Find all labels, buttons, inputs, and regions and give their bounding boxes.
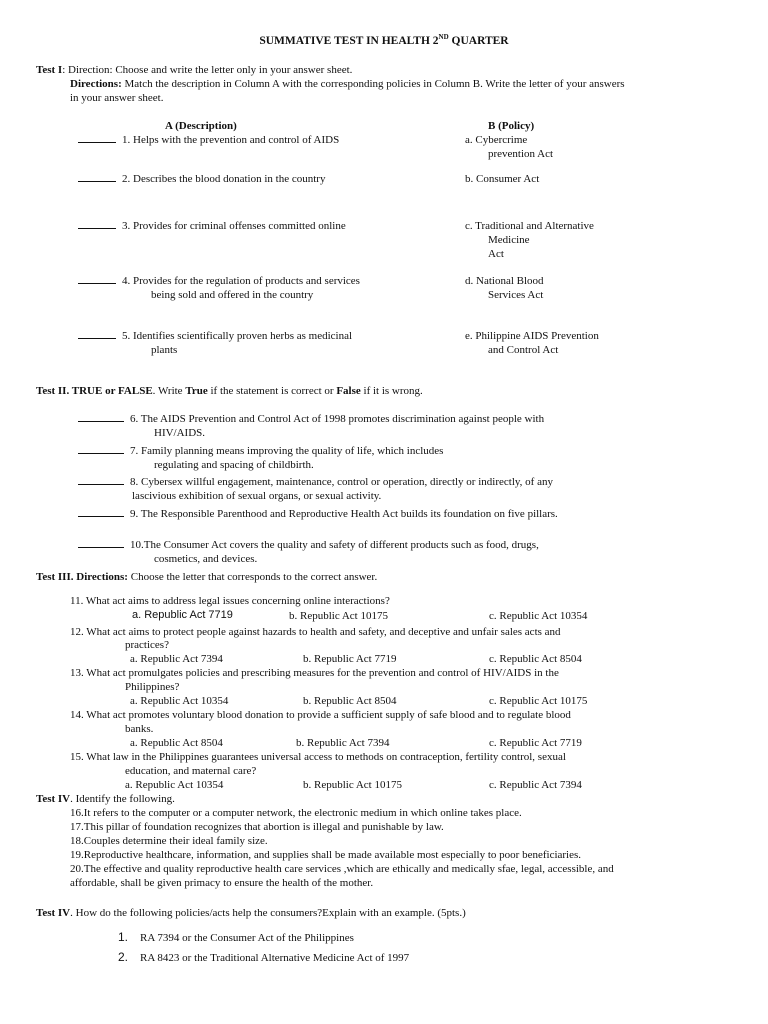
identify-item-17: 17.This pillar of foundation recognizes that abortion is illegal and punishable by law. [70, 821, 444, 833]
match-item-3: 3. Provides for criminal offenses committed online [78, 219, 346, 233]
test3-heading: Test III. Directions: Choose the letter that corresponds to the correct answer. [36, 571, 378, 583]
policy-d-line2: Services Act [488, 289, 544, 301]
mc-11-option-b[interactable]: b. Republic Act 10175 [289, 610, 388, 622]
policy-a: a. Cybercrime [465, 134, 528, 146]
answer-blank[interactable] [78, 444, 124, 454]
mc-question-12: 12. What act aims to protect people against hazards to health and safety, and deceptive and unfair sales acts and [70, 626, 561, 638]
tf-item-8-line2: lascivious exhibition of sexual organs, or sexual activity. [132, 490, 382, 502]
mc-question-13-line2: Philippines? [125, 681, 180, 693]
match-item-5: 5. Identifies scientifically proven herbs as medicinal [78, 329, 352, 343]
policy-c-line3: Act [488, 248, 504, 260]
mc-question-11: 11. What act aims to address legal issues concerning online interactions? [70, 595, 390, 607]
mc-12-option-a[interactable]: a. Republic Act 7394 [130, 653, 223, 665]
test1-directions: Directions: Match the description in Column A with the corresponding policies in Column B. Write the letter of your answers [70, 78, 625, 90]
answer-blank[interactable] [78, 219, 116, 229]
mc-12-option-c[interactable]: c. Republic Act 8504 [489, 653, 582, 665]
identify-item-19: 19.Reproductive healthcare, information, and supplies shall be made available most especially to poor beneficiaries. [70, 849, 582, 861]
match-item-2: 2. Describes the blood donation in the country [78, 172, 325, 186]
answer-blank[interactable] [78, 475, 124, 485]
test2-heading: Test II. TRUE or FALSE. Write True if the statement is correct or False if it is wrong. [36, 385, 423, 397]
tf-item-6-line2: HIV/AIDS. [154, 427, 206, 439]
test4-heading: Test IV. Identify the following. [36, 793, 175, 805]
mc-question-15: 15. What law in the Philippines guarantees universal access to methods on contraception, fertility control, sexual [70, 751, 566, 763]
essay-item-2-number: 2. [118, 950, 129, 964]
policy-c-line2: Medicine [488, 234, 530, 246]
answer-blank[interactable] [78, 412, 124, 422]
mc-15-option-c[interactable]: c. Republic Act 7394 [489, 779, 582, 791]
column-b-header: B (Policy) [488, 120, 535, 132]
answer-blank[interactable] [78, 133, 116, 143]
tf-item-10-line2: cosmetics, and devices. [154, 553, 258, 565]
mc-11-option-a[interactable]: a. Republic Act 7719 [132, 609, 233, 621]
mc-14-option-b[interactable]: b. Republic Act 7394 [296, 737, 390, 749]
match-item-4: 4. Provides for the regulation of products and services [78, 274, 360, 288]
identify-item-20: 20.The effective and quality reproductive health care services ,which are ethically and medically sfae, legal, accessible, and [70, 863, 614, 875]
mc-14-option-c[interactable]: c. Republic Act 7719 [489, 737, 582, 749]
identify-item-18: 18.Couples determine their ideal family size. [70, 835, 268, 847]
test5-heading: Test IV. How do the following policies/acts help the consumers?Explain with an example. (5pts.) [36, 907, 466, 919]
policy-a-line2: prevention Act [488, 148, 554, 160]
essay-item-1: RA 7394 or the Consumer Act of the Philippines [140, 932, 354, 944]
mc-13-option-a[interactable]: a. Republic Act 10354 [130, 695, 229, 707]
mc-13-option-c[interactable]: c. Republic Act 10175 [489, 695, 588, 707]
tf-item-7: 7. Family planning means improving the quality of life, which includes [78, 444, 443, 458]
essay-item-1-number: 1. [118, 930, 129, 944]
tf-item-6: 6. The AIDS Prevention and Control Act of 1998 promotes discrimination against people with [78, 412, 544, 426]
answer-blank[interactable] [78, 274, 116, 284]
answer-blank[interactable] [78, 538, 124, 548]
essay-item-2: RA 8423 or the Traditional Alternative Medicine Act of 1997 [140, 952, 410, 964]
tf-item-8: 8. Cybersex willful engagement, maintenance, control or operation, directly or indirectly, of any [78, 475, 553, 489]
page-title: SUMMATIVE TEST IN HEALTH 2ND QUARTER [259, 33, 509, 47]
answer-blank[interactable] [78, 329, 116, 339]
identify-item-20-line2: affordable, shall be given primacy to ensure the health of the mother. [70, 877, 374, 889]
match-item-1: 1. Helps with the prevention and control of AIDS [78, 133, 339, 147]
policy-e: e. Philippine AIDS Prevention [465, 330, 599, 342]
column-a-header: A (Description) [165, 120, 237, 132]
policy-b: b. Consumer Act [465, 173, 540, 185]
policy-c: c. Traditional and Alternative [465, 220, 594, 232]
match-item-5-line2: plants [151, 344, 178, 356]
tf-item-7-line2: regulating and spacing of childbirth. [154, 459, 314, 471]
mc-14-option-a[interactable]: a. Republic Act 8504 [130, 737, 223, 749]
mc-12-option-b[interactable]: b. Republic Act 7719 [303, 653, 397, 665]
match-item-4-line2: being sold and offered in the country [151, 289, 314, 301]
answer-blank[interactable] [78, 507, 124, 517]
mc-15-option-b[interactable]: b. Republic Act 10175 [303, 779, 402, 791]
policy-d: d. National Blood [465, 275, 544, 287]
mc-question-14: 14. What act promotes voluntary blood donation to provide a sufficient supply of safe blood and to regulate blood [70, 709, 571, 721]
identify-item-16: 16.It refers to the computer or a computer network, the electronic medium in which online takes place. [70, 807, 522, 819]
mc-15-option-a[interactable]: a. Republic Act 10354 [125, 779, 224, 791]
mc-question-15-line2: education, and maternal care? [125, 765, 257, 777]
mc-question-14-line2: banks. [125, 723, 154, 735]
mc-11-option-c[interactable]: c. Republic Act 10354 [489, 610, 588, 622]
mc-question-12-line2: practices? [125, 639, 169, 651]
test1-directions-line2: in your answer sheet. [70, 92, 164, 104]
mc-13-option-b[interactable]: b. Republic Act 8504 [303, 695, 397, 707]
tf-item-10: 10.The Consumer Act covers the quality and safety of different products such as food, drugs, [78, 538, 539, 552]
policy-e-line2: and Control Act [488, 344, 559, 356]
mc-question-13: 13. What act promulgates policies and prescribing measures for the prevention and control of HIV/AIDS in the [70, 667, 559, 679]
answer-blank[interactable] [78, 172, 116, 182]
test1-direction: Test I: Direction: Choose and write the letter only in your answer sheet. [36, 64, 353, 76]
tf-item-9: 9. The Responsible Parenthood and Reproductive Health Act builds its foundation on five pillars. [78, 507, 558, 521]
